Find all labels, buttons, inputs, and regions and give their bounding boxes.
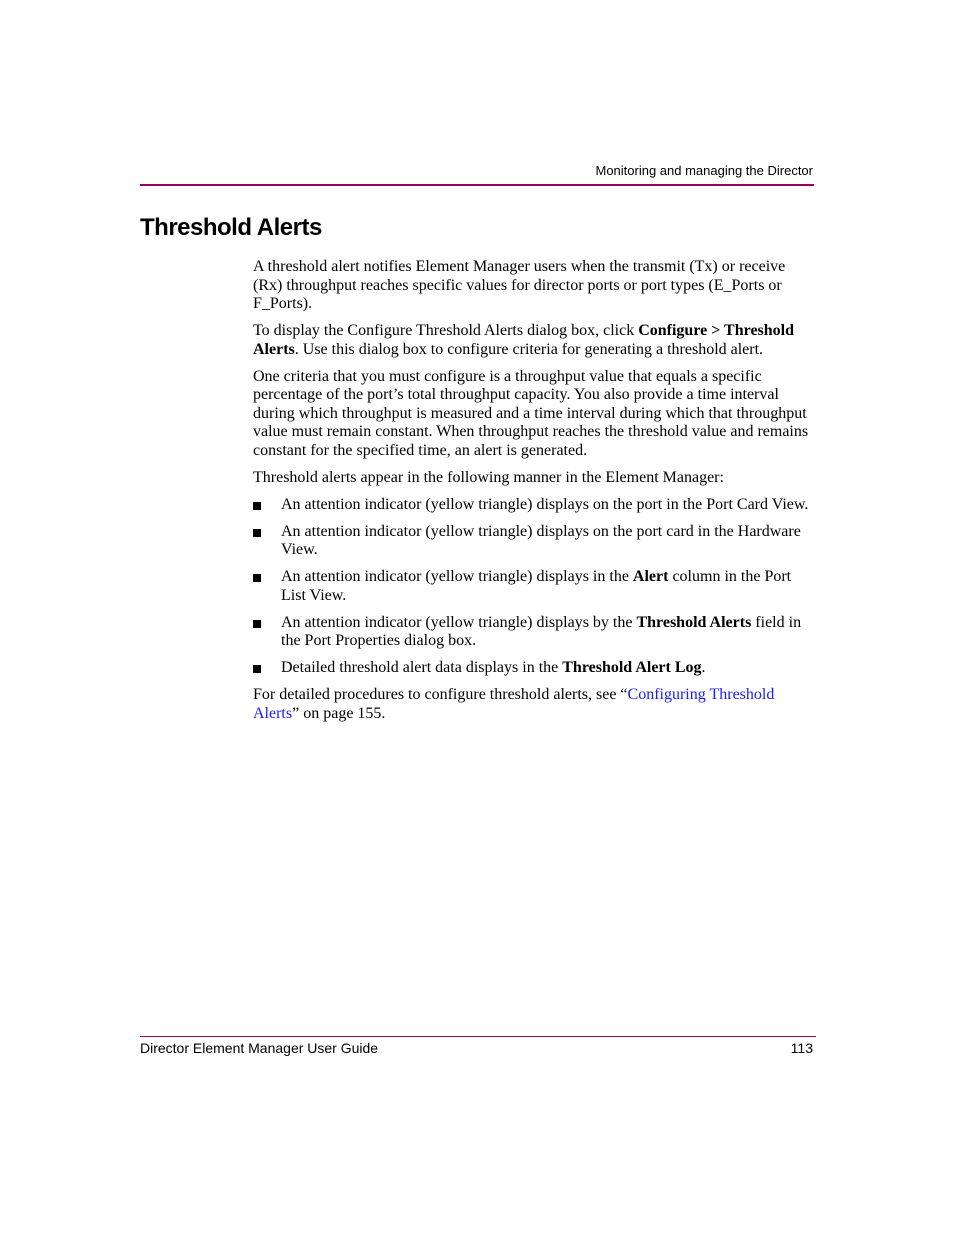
paragraph-closing bbox=[253, 686, 815, 723]
square-bullet-icon bbox=[253, 529, 261, 537]
square-bullet-icon bbox=[253, 620, 261, 628]
square-bullet-icon bbox=[253, 502, 261, 510]
footer-rule bbox=[140, 1036, 816, 1037]
list-item bbox=[253, 568, 815, 605]
bullet-list bbox=[253, 496, 815, 678]
list-item-bold: Threshold Alert Log bbox=[562, 659, 702, 676]
running-header: Monitoring and managing the Director bbox=[595, 163, 813, 178]
list-item-bold: Alert bbox=[632, 568, 669, 585]
menu-path: Configure > Threshold Alerts bbox=[253, 322, 795, 358]
list-item-text: An attention indicator (yellow triangle) displays on the port in the Port Card View. bbox=[281, 495, 809, 513]
list-item-bold: Threshold Alerts bbox=[636, 613, 752, 631]
header-rule bbox=[140, 184, 814, 186]
list-item-text: Detailed threshold alert data displays in the bbox=[281, 659, 563, 676]
closing-text: For detailed procedures to configure threshold alerts, see “ bbox=[253, 686, 628, 703]
list-item-text-end: column in the Port List View. bbox=[281, 568, 792, 604]
list-item-text: An attention indicator (yellow triangle) displays by the bbox=[281, 613, 637, 631]
list-item-text-end: . bbox=[701, 659, 706, 676]
list-item-text: An attention indicator (yellow triangle) displays on the port card in the Hardware View. bbox=[281, 522, 801, 558]
paragraph-criteria: One criteria that you must configure is a throughput value that equals a specific percentage of the port’s total throughput capacity. You also provide a time interval during which throughput is measured and a time interval during which that throughput value must remain constant. When throughput reaches the threshold value and remains constant for the specified time, an alert is generated. bbox=[253, 367, 809, 459]
paragraph-dialog-text-end: . Use this dialog box to configure criteria for generating a threshold alert. bbox=[294, 340, 764, 358]
paragraph-manner: Threshold alerts appear in the following manner in the Element Manager: bbox=[253, 468, 724, 486]
list-item-text-end: field in the Port Properties dialog box. bbox=[281, 613, 802, 649]
square-bullet-icon bbox=[253, 574, 261, 582]
list-item bbox=[253, 659, 815, 678]
paragraph-dialog-text: To display the Configure Threshold Alerts dialog box, click bbox=[253, 322, 639, 339]
footer-title: Director Element Manager User Guide bbox=[140, 1040, 379, 1056]
square-bullet-icon bbox=[253, 665, 261, 673]
configuring-threshold-alerts-link[interactable]: Configuring Threshold Alerts bbox=[253, 686, 775, 722]
paragraph-intro: A threshold alert notifies Element Manager users when the transmit (Tx) or receive (Rx) throughput reaches specific values for director ports or port types (E_Ports or F_Ports). bbox=[253, 258, 786, 312]
section-title: Threshold Alerts bbox=[140, 214, 322, 241]
paragraph-dialog bbox=[253, 322, 815, 359]
list-item bbox=[253, 496, 815, 515]
list-item bbox=[253, 614, 815, 651]
page-number: 113 bbox=[790, 1040, 813, 1056]
body-text bbox=[253, 258, 815, 732]
list-item bbox=[253, 523, 815, 560]
closing-text-end: ” on page 155. bbox=[292, 704, 386, 722]
list-item-text: An attention indicator (yellow triangle) displays in the bbox=[281, 568, 633, 585]
